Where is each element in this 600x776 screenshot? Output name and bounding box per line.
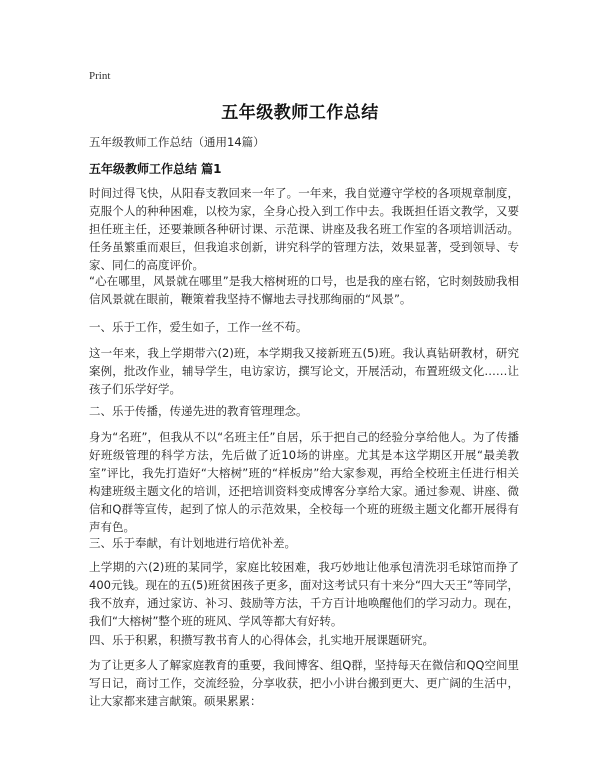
paragraph-point-2: 身为“名班”，但我从不以“名班主任”自居，乐于把自己的经验分享给他人。为了传播好班级管理的科学方法，先后做了近10场的讲座。尤其是本这学期区开展“最美教室”评比，我先打造好“大榕树”班的“样板房”给大家参观，再给全校班主任进行相关构建班级主题文化的培训，还把培训资料变成博客分享给大家。通过参观、讲座、微信和Q群等宣传，起到了惊人的示范效果，全校每一个班的班级主题文化都开展得有声有色。 <box>89 430 519 534</box>
section-heading: 五年级教师工作总结 篇1 <box>89 162 222 176</box>
heading-point-2: 二、乐于传播，传递先进的教育管理理念。 <box>89 404 308 418</box>
print-link[interactable]: Print <box>89 70 111 82</box>
page-title: 五年级教师工作总结 <box>221 103 379 123</box>
heading-point-4: 四、乐于积累，积攒写教书育人的心得体会，扎实地开展课题研究。 <box>89 633 434 647</box>
heading-point-3: 三、乐于奉献，有计划地进行培优补差。 <box>89 536 296 550</box>
paragraph-intro: 时间过得飞快，从阳春支教回来一年了。一年来，我自觉遵守学校的各项规章制度，克服个人的种种困难，以校为家，全身心投入到工作中去。我既担任语文教学，又要担任班主任，还要兼顾各种研讨课、示范课、讲座及我名班工作室的各项培训活动。任务虽繁重而艰巨，但我追求创新，讲究科学的管理方法，效果显著，受到领导、专家、同仁的高度评价。 <box>89 186 519 272</box>
document-subtitle: 五年级教师工作总结（通用14篇） <box>89 135 265 149</box>
paragraph-motto: “心在哪里，风景就在哪里”是我大榕树班的口号，也是我的座右铭，它时刻鼓励我相信风景就在眼前，鞭策着我坚持不懈地去寻找那绚丽的“风景”。 <box>89 274 519 306</box>
paragraph-point-3: 上学期的六(2)班的某同学，家庭比较困难，我巧妙地让他承包清洗羽毛球馆而挣了400元钱。现在的五(5)班贫困孩子更多，面对这考试只有十来分“四大天王”等同学，我不放弃，通过家访、补习、鼓励等方法，千方百计地唤醒他们的学习动力。现在，我们“大榕树”整个班的班风、学风等都大有好转。 <box>89 560 519 628</box>
heading-point-1: 一、乐于工作，爱生如子，工作一丝不苟。 <box>89 320 308 334</box>
paragraph-point-1: 这一年来，我上学期带六(2)班，本学期我又接新班五(5)班。我认真钻研教材，研究案例，批改作业，辅导学生，电访家访，撰写论文，开展活动，布置班级文化……让孩子们乐学好学。 <box>89 346 519 396</box>
paragraph-point-4: 为了让更多人了解家庭教育的重要，我间博客、组Q群，坚持每天在微信和QQ空间里写日记，商讨工作，交流经验，分享收获，把小小讲台搬到更大、更广阔的生活中，让大家都来建言献策。硕果累累： <box>89 658 519 708</box>
